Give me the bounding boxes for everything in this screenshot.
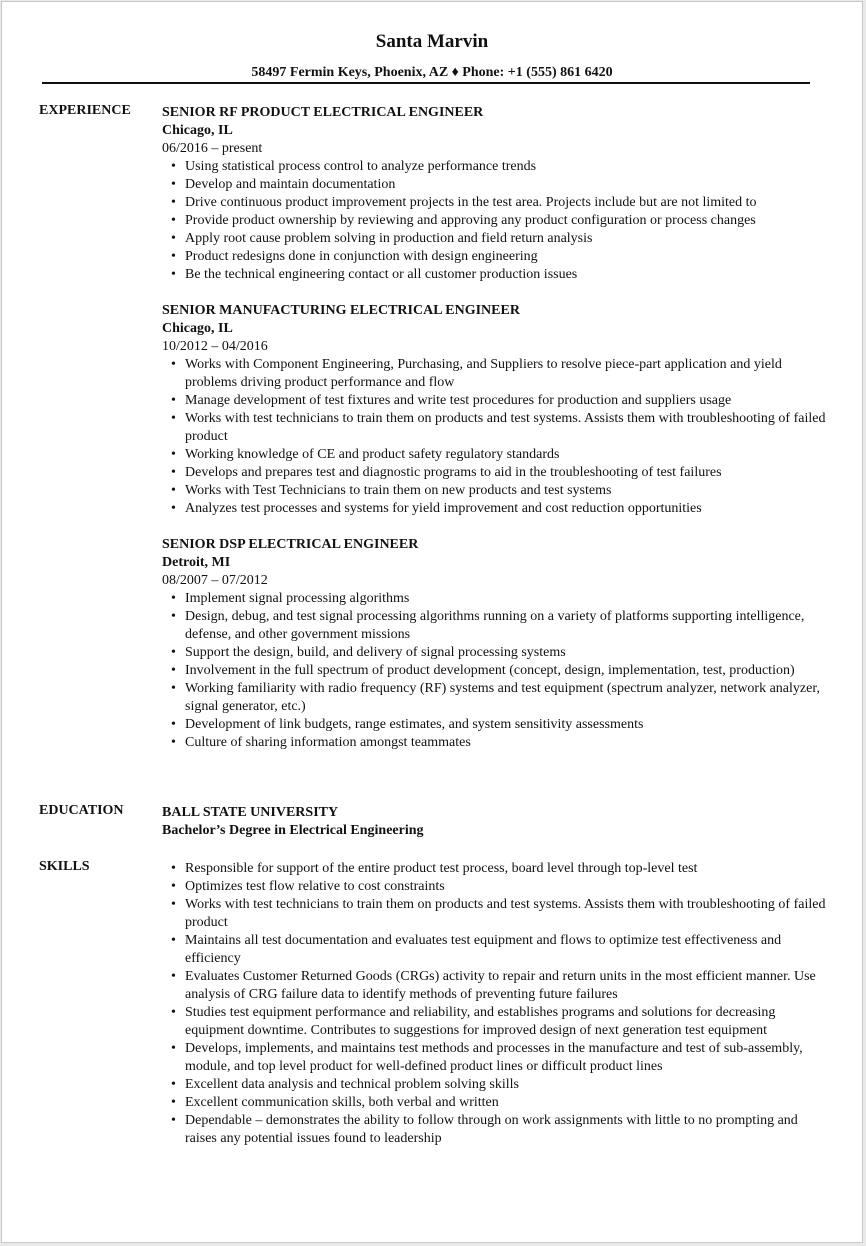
job-location: Chicago, IL <box>162 123 233 138</box>
list-item: • Develops, implements, and maintains test methods and processes in the manufacture and test of sub-assembly, module, and top level product for well-defined product lines or difficult product lines <box>185 1040 826 1076</box>
education-section <box>162 804 826 840</box>
list-item: • Support the design, build, and delivery of signal processing systems <box>185 644 826 662</box>
job-title: SENIOR MANUFACTURING ELECTRICAL ENGINEER <box>162 303 520 318</box>
job-dates: 10/2012 – 04/2016 <box>162 339 268 354</box>
resume-page <box>1 1 863 1243</box>
header-divider <box>42 82 810 84</box>
list-item: • Implement signal processing algorithms <box>185 590 826 608</box>
skills-heading: SKILLS <box>39 859 90 874</box>
list-item: • Studies test equipment performance and reliability, and establishes programs and solutions for decreasing equipment downtime. Contributes to suggestions for improved design of next generation test equipment <box>185 1004 826 1040</box>
list-item: • Dependable – demonstrates the ability to follow through on work assignments with little to no prompting and raises any potential issues found to leadership <box>185 1112 826 1148</box>
skills-section <box>162 860 826 1148</box>
job-dates: 08/2007 – 07/2012 <box>162 573 268 588</box>
education-heading: EDUCATION <box>39 803 124 818</box>
list-item: • Drive continuous product improvement projects in the test area. Projects include but are not limited to <box>185 194 826 212</box>
list-item: • Working knowledge of CE and product safety regulatory standards <box>185 446 826 464</box>
job-entry <box>162 302 826 518</box>
list-item: • Be the technical engineering contact or all customer production issues <box>185 266 826 284</box>
list-item: • Development of link budgets, range estimates, and system sensitivity assessments <box>185 716 826 734</box>
job-location: Detroit, MI <box>162 555 231 570</box>
list-item: • Works with Component Engineering, Purchasing, and Suppliers to resolve piece-part application and yield problems driving product performance and flow <box>185 356 826 392</box>
job-bullets <box>162 590 826 752</box>
list-item: • Apply root cause problem solving in production and field return analysis <box>185 230 826 248</box>
job-title: SENIOR DSP ELECTRICAL ENGINEER <box>162 537 419 552</box>
list-item: • Works with Test Technicians to train them on new products and test systems <box>185 482 826 500</box>
job-title: SENIOR RF PRODUCT ELECTRICAL ENGINEER <box>162 105 484 120</box>
job-entry <box>162 536 826 752</box>
degree: Bachelor’s Degree in Electrical Engineering <box>162 823 424 838</box>
list-item: • Develop and maintain documentation <box>185 176 826 194</box>
experience-heading: EXPERIENCE <box>39 103 131 118</box>
candidate-name: Santa Marvin <box>375 31 489 52</box>
job-bullets <box>162 356 826 518</box>
list-item: • Product redesigns done in conjunction with design engineering <box>185 248 826 266</box>
list-item: • Involvement in the full spectrum of product development (concept, design, implementation, test, production) <box>185 662 826 680</box>
list-item: • Manage development of test fixtures and write test procedures for production and suppliers usage <box>185 392 826 410</box>
list-item: • Design, debug, and test signal processing algorithms running on a variety of platforms supporting intelligence, defense, and other government missions <box>185 608 826 644</box>
list-item: • Develops and prepares test and diagnostic programs to aid in the troubleshooting of test failures <box>185 464 826 482</box>
job-location: Chicago, IL <box>162 321 233 336</box>
list-item: • Provide product ownership by reviewing and approving any product configuration or process changes <box>185 212 826 230</box>
skills-list <box>162 860 826 1148</box>
job-entry <box>162 104 826 284</box>
list-item: • Evaluates Customer Returned Goods (CRGs) activity to repair and return units in the most efficient manner. Use analysis of CRG failure data to identify methods of preventing future failures <box>185 968 826 1004</box>
list-item: • Working familiarity with radio frequency (RF) systems and test equipment (spectrum analyzer, network analyzer, signal generator, etc.) <box>185 680 826 716</box>
list-item: • Culture of sharing information amongst teammates <box>185 734 826 752</box>
experience-section <box>162 104 826 770</box>
contact-line: 58497 Fermin Keys, Phoenix, AZ ♦ Phone: +1 (555) 861 6420 <box>251 65 613 80</box>
list-item: • Excellent data analysis and technical problem solving skills <box>185 1076 826 1094</box>
list-item: • Works with test technicians to train them on products and test systems. Assists them with troubleshooting of failed product <box>185 896 826 932</box>
list-item: • Using statistical process control to analyze performance trends <box>185 158 826 176</box>
job-bullets <box>162 158 826 284</box>
list-item: • Maintains all test documentation and evaluates test equipment and flows to optimize test effectiveness and efficiency <box>185 932 826 968</box>
list-item: • Excellent communication skills, both verbal and written <box>185 1094 826 1112</box>
list-item: • Works with test technicians to train them on products and test systems. Assists them with troubleshooting of failed product <box>185 410 826 446</box>
list-item: • Analyzes test processes and systems for yield improvement and cost reduction opportunities <box>185 500 826 518</box>
school-name: BALL STATE UNIVERSITY <box>162 805 339 820</box>
list-item: • Optimizes test flow relative to cost constraints <box>185 878 826 896</box>
list-item: • Responsible for support of the entire product test process, board level through top-level test <box>185 860 826 878</box>
job-dates: 06/2016 – present <box>162 141 263 156</box>
